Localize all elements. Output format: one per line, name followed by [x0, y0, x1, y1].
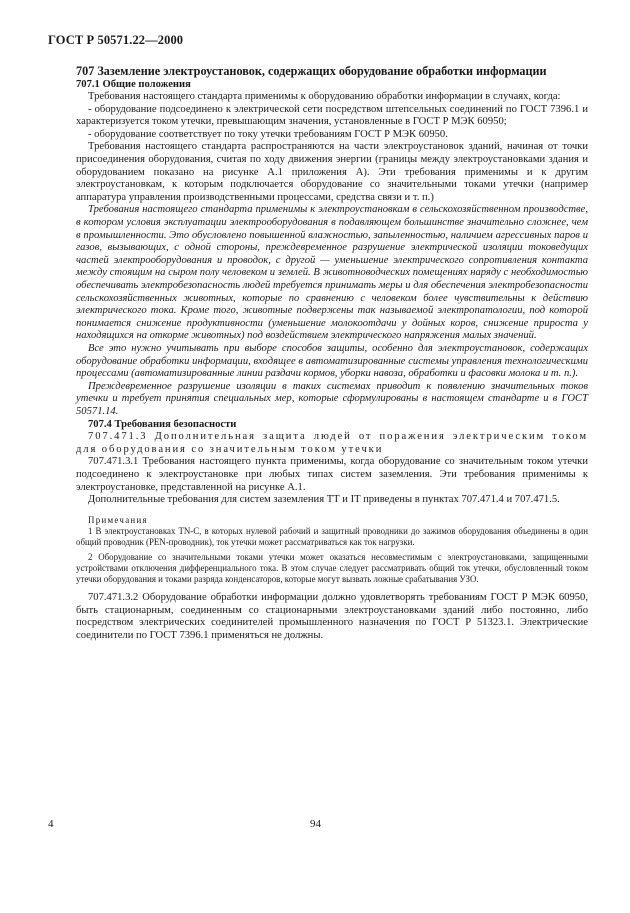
section-title: 707 Заземление электроустановок, содержащих оборудование обработки информации: [76, 64, 547, 78]
clause-heading: 707.471.3 Дополнительная защита людей от поражения электрическим током для оборудования со значительным током утечки: [76, 431, 588, 455]
paragraph: Требования настоящего стандарта применимы к оборудованию обработки информации в случаях, когда:: [88, 91, 561, 103]
page-body: [76, 64, 588, 643]
footer-number: 4: [48, 818, 54, 830]
note-2: 2 Оборудование со значительными токами утечки может оказаться несовместимым с электроустановками, защищенными устройствами отключения дифференциального тока. В этом случае следует рассматривать общий ток утечки, обусловленный током утечки оборудования и токами разряда конденсаторов, которые могут вызвать ложные срабатывания УЗО.: [76, 552, 588, 585]
paragraph-italic: Преждевременное разрушение изоляции в таких системах приводит к появлению значительных токов утечки и требует принятия специальных мер, которые сформулированы в настоящем стандарте и в ГОСТ 50571.14.: [76, 380, 588, 417]
notes-heading: Примечания: [88, 514, 148, 525]
page-number: 94: [310, 818, 321, 830]
subsection-title-707-4: 707.4 Требования безопасности: [88, 418, 237, 430]
subsection-title-707-1: 707.1 Общие положения: [76, 78, 191, 90]
paragraph-italic: Все это нужно учитывать при выборе способов защиты, особенно для электроустановок, содержащих оборудование обработки информации, входящее в автоматизированные системы управления технологическими процессами (автоматизированные линии раздачи кормов, уборки навоза, обработки и фасовки молока и т. п.).: [76, 342, 588, 380]
paragraph: 707.471.3.2 Оборудование обработки информации должно удовлетворять требованиям ГОСТ Р МЭК 60950, быть стационарным, соединенным со стационарными электроустановками зданий либо постоянно, либо посредством электрических соединителей промышленного назначения по ГОСТ Р 51323.1. Электрические соединители по ГОСТ 7396.1 применяться не должны.: [76, 592, 588, 642]
paragraph: Требования настоящего стандарта распространяются на части электроустановок зданий, начиная от точки присоединения оборудования, считая по ходу движения энергии (границы между электроустановками здания и оборудованием показано на рисунке А.1 приложения А). Эти требования применимы и к другим электроустановкам, к которым подключается оборудование со значительными токами утечки (например аппаратура управления производственными процессами, средства связи и т. п.): [76, 141, 588, 203]
paragraph-italic: Требования настоящего стандарта применимы к электроустановкам в сельскохозяйственном производстве, в котором условия эксплуатации электрооборудования в подавляющем большинстве значительно сложнее, чем в промышленности. Это обусловлено повышенной влажностью, запыленностью, наличием агрессивных паров и газов, вызывающих, с одной стороны, преждевременное разрушение электрической изоляции токоведущих частей электрооборудования и проводок, с другой — уменьшение электрического сопротивления контакта между стоящим на сыром полу человеком и землей. В животноводческих помещениях наряду с необходимостью обеспечивать электробезопасность людей требуется принимать меры и для обеспечения электробезопасности сельскохозяйственных животных, которые по сравнению с человеком более чувствительны к действию электрического тока. Кроме того, животные подвержены так называемой электропатологии, под которой понимается снижение продуктивности (уменьшение молокоотдачи у дойных коров, снижение прироста у находящихся на откорме животных) под воздействием электрического напряжения малых значений.: [76, 204, 588, 342]
list-item: - оборудование соответствует по току утечки требованиям ГОСТ Р МЭК 60950.: [88, 128, 448, 140]
paragraph: Дополнительные требования для систем заземления ТТ и IT приведены в пунктах 707.471.4 и 707.471.5.: [88, 494, 560, 506]
paragraph: 707.471.3.1 Требования настоящего пункта применимы, когда оборудование со значительным током утечки подсоединено к электроустановке при любых типах систем заземления. Эти требования применимы к электроустановке, представленной на рисунке А.1.: [76, 456, 588, 493]
running-header: ГОСТ Р 50571.22—2000: [48, 33, 184, 47]
note-1: 1 В электроустановках TN-C, в которых нулевой рабочий и защитный проводники до зажимов оборудования объединены в один общий проводник (PEN-проводник), ток утечки может рассматриваться как ток нагрузки.: [76, 526, 588, 548]
list-item: - оборудование подсоединено к электрической сети посредством штепсельных соединений по ГОСТ 7396.1 и характеризуется током утечки, превышающим значения, установленные в ГОСТ Р МЭК 60950;: [76, 103, 588, 128]
